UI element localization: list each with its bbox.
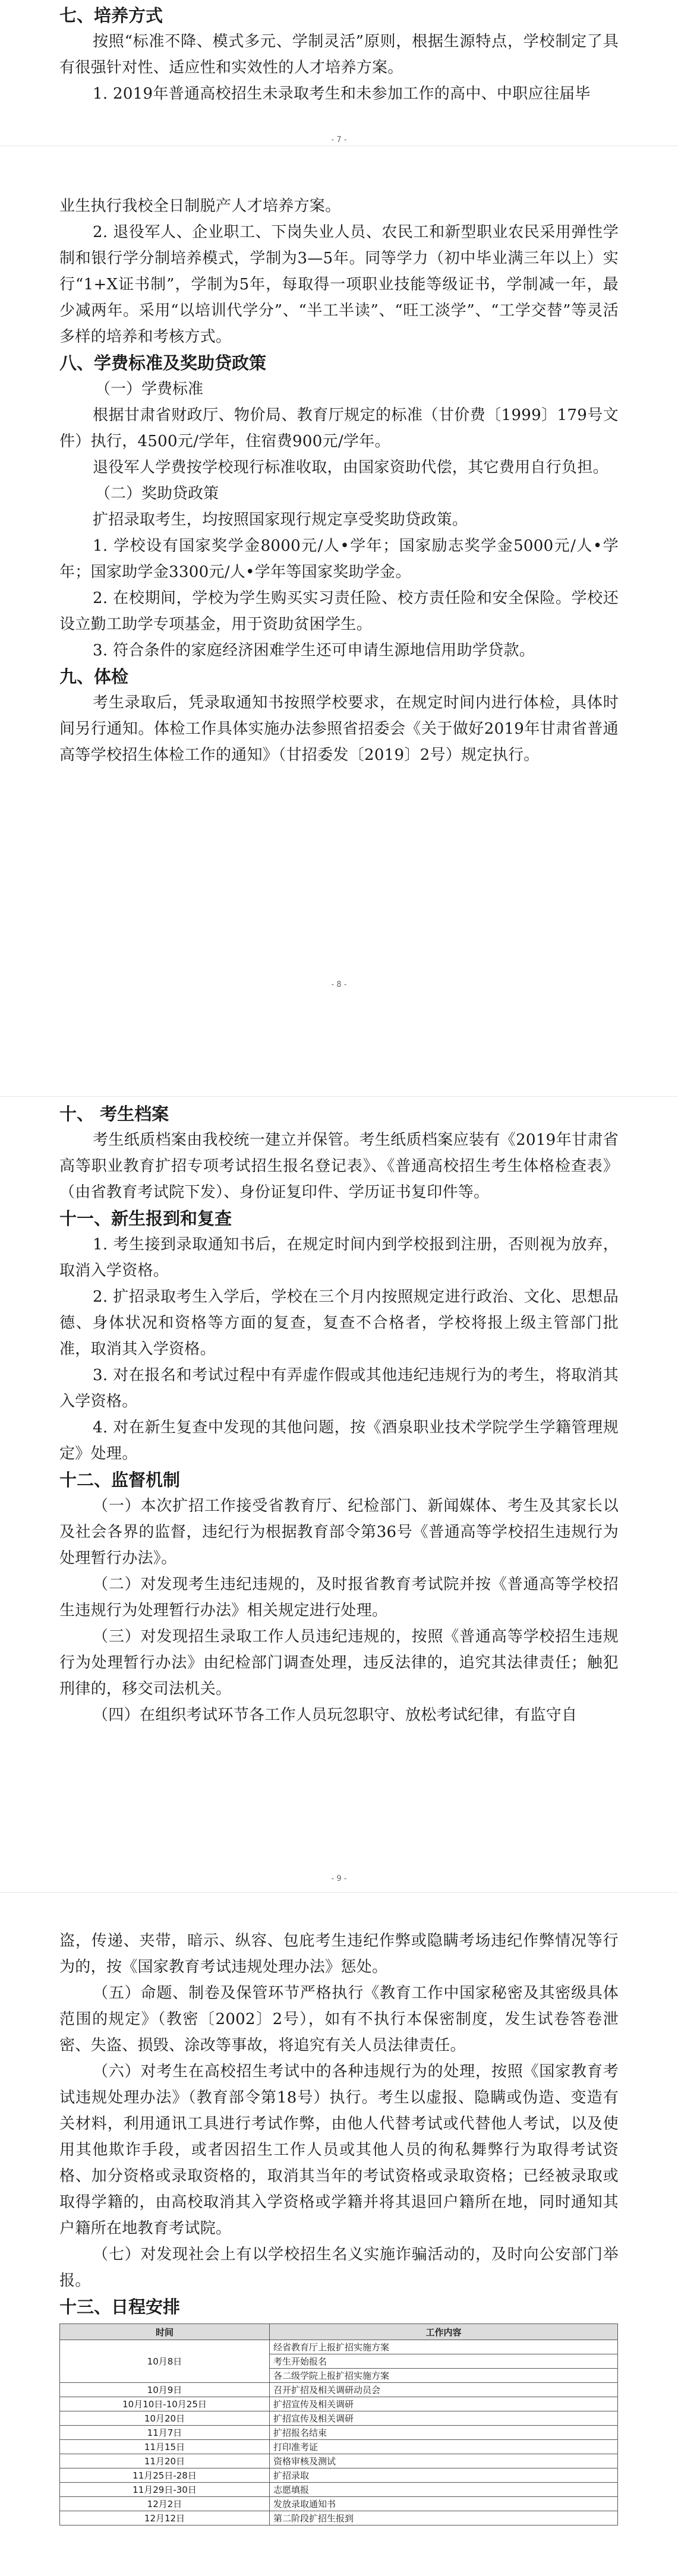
- column-header-task: 工作内容: [270, 2324, 618, 2340]
- paragraph: 1. 2019年普通高校招生未录取考生和未参加工作的高中、中职应往届毕: [93, 85, 591, 103]
- cell-task: 打印准考证: [270, 2440, 618, 2454]
- section-heading-13: 十三、日程安排: [59, 2297, 181, 2317]
- paragraph: 2. 退役军人、企业职工、下岗失业人员、农民工和新型职业农民采用弹性学制和银行学分制培养模式，学制为3—5年。同等学力（初中毕业满三年以上）实行“1+X证书制”，学制为5年，每取得一项职业技能等级证书，学制减一年，最少减两年。采用“以培训代学分”、“半工半读”、“旺工淡学”、“工学交替”等灵活多样的培养和考核方式。: [59, 223, 619, 346]
- cell-task: 扩招宣传及相关调研: [270, 2411, 618, 2426]
- paragraph: 4. 对在新生复查中发现的其他问题，按《酒泉职业技术学院学生学籍管理规定》处理。: [59, 1419, 619, 1463]
- paragraph: （六）对考生在高校招生考试中的各种违规行为的处理，按照《国家教育考试违规处理办法》（教育部令第18号）执行。考生以虚报、隐瞒或伪造、变造有关材料，利用通讯工具进行考试作弊，由他人代替考试或代替他人考试，以及使用其他欺诈手段，或者因招生工作人员或其他人员的徇私舞弊行为取得考试资格、加分资格或录取资格的，取消其当年的考试资格或录取资格；已经被录取或取得学籍的，由高校取消其入学资格或学籍并将其退回户籍所在地，同时通知其户籍所在地教育考试院。: [59, 2063, 619, 2237]
- cell-time: 11月20日: [60, 2454, 270, 2468]
- table-row: [60, 2383, 618, 2397]
- table-row: [60, 2397, 618, 2411]
- paragraph: 考生纸质档案由我校统一建立并保管。考生纸质档案应装有《2019年甘肃省高等职业教育扩招专项考试招生报名登记表》、《普通高校招生考生体格检查表》（由省教育考试院下发）、身份证复印件、学历证书复印件等。: [59, 1131, 619, 1201]
- paragraph: 考生录取后，凭录取通知书按照学校要求，在规定时间内进行体检，具体时间另行通知。体检工作具体实施办法参照省招委会《关于做好2019年甘肃省普通高等学校招生体检工作的通知》（甘招委发〔2019〕2号）规定执行。: [59, 694, 619, 764]
- section-heading-9: 九、体检: [59, 667, 129, 687]
- document-page-9: [0, 1096, 678, 1892]
- column-header-time: 时间: [60, 2324, 270, 2340]
- paragraph: （四）在组织考试环节各工作人员玩忽职守、放松考试纪律，有监守自: [93, 1706, 578, 1724]
- cell-task: 各二级学院上报扩招实施方案: [270, 2369, 618, 2383]
- paragraph: 2. 在校期间，学校为学生购买实习责任险、校方责任险和安全保险。学校还设立勤工助学专项基金，用于资助贫困学生。: [59, 589, 619, 633]
- paragraph: 业生执行我校全日制脱产人才培养方案。: [59, 197, 341, 215]
- cell-time: 10月20日: [60, 2411, 270, 2426]
- section-heading-8: 八、学费标准及奖助贷政策: [59, 353, 267, 373]
- cell-time: 10月8日: [60, 2340, 270, 2383]
- paragraph: 3. 对在报名和考试过程中有弄虚作假或其他违纪违规行为的考生，将取消其入学资格。: [59, 1366, 619, 1410]
- table-row: [60, 2454, 618, 2468]
- page-number: - 9 -: [331, 1874, 347, 1883]
- cell-task: 资格审核及测试: [270, 2454, 618, 2468]
- table-row: [60, 2411, 618, 2426]
- cell-task: 志愿填报: [270, 2483, 618, 2497]
- paragraph: 退役军人学费按学校现行标准收取，由国家资助代偿，其它费用自行负担。: [93, 459, 608, 476]
- document-page-7: [0, 0, 678, 146]
- paragraph: （二）对发现考生违纪违规的，及时报省教育考试院并按《普通高等学校招生违规行为处理暂行办法》相关规定进行处理。: [59, 1576, 619, 1620]
- page-number: - 8 -: [331, 980, 347, 989]
- paragraph: （三）对发现招生录取工作人员违纪违规的，按照《普通高等学校招生违规行为处理暂行办法》由纪检部门调查处理，违反法律的，追究其法律责任；触犯刑律的，移交司法机关。: [59, 1628, 619, 1698]
- cell-task: 召开扩招及相关调研动员会: [270, 2383, 618, 2397]
- cell-time: 10月9日: [60, 2383, 270, 2397]
- table-row: [60, 2497, 618, 2511]
- section-heading-7: 七、培养方式: [59, 5, 163, 26]
- paragraph: 按照“标准不降、模式多元、学制灵活”原则，根据生源特点，学校制定了具有很强针对性、适应性和实效性的人才培养方案。: [59, 33, 619, 77]
- paragraph: 盗，传递、夹带，暗示、纵容、包庇考生违纪作弊或隐瞒考场违纪作弊情况等行为的，按《国家教育考试违规处理办法》惩处。: [59, 1932, 619, 1976]
- subsection-heading: （二）奖助贷政策: [95, 485, 219, 503]
- section-heading-10: 十、 考生档案: [59, 1104, 169, 1124]
- cell-task: 扩招录取: [270, 2468, 618, 2483]
- cell-time: 10月10日-10月25日: [60, 2397, 270, 2411]
- table-row: [60, 2483, 618, 2497]
- table-row: [60, 2511, 618, 2526]
- paragraph: （五）命题、制卷及保管环节严格执行《教育工作中国家秘密及其密级具体范围的规定》（教密〔2002〕2号），如有不执行本保密制度，发生试卷答卷泄密、失盗、损毁、涂改等事故，将追究有关人员法律责任。: [59, 1984, 619, 2054]
- section-heading-12: 十二、监督机制: [59, 1470, 181, 1490]
- schedule-table: [59, 2324, 618, 2526]
- paragraph: 根据甘肃省财政厅、物价局、教育厅规定的标准（甘价费〔1999〕179号文件）执行，4500元/学年，住宿费900元/学年。: [59, 406, 619, 450]
- cell-task: 第二阶段扩招生报到: [270, 2511, 618, 2526]
- cell-task: 经省教育厅上报扩招实施方案: [270, 2340, 618, 2354]
- paragraph: 扩招录取考生，均按照国家现行规定享受奖助贷政策。: [93, 511, 468, 529]
- table-header-row: [60, 2324, 618, 2340]
- subsection-heading: （一）学费标准: [95, 380, 204, 398]
- cell-time: 11月25日-28日: [60, 2468, 270, 2483]
- paragraph: 3. 符合条件的家庭经济困难学生还可申请生源地信用助学贷款。: [93, 642, 535, 659]
- table-row: [60, 2468, 618, 2483]
- cell-time: 11月15日: [60, 2440, 270, 2454]
- cell-time: 12月12日: [60, 2511, 270, 2526]
- cell-task: 扩招报名结束: [270, 2426, 618, 2440]
- cell-task: 扩招宣传及相关调研: [270, 2397, 618, 2411]
- table-row: [60, 2440, 618, 2454]
- cell-time: 12月2日: [60, 2497, 270, 2511]
- paragraph: 1. 学校设有国家奖学金8000元/人•学年；国家励志奖学金5000元/人•学年；国家助学金3300元/人•学年等国家奖助学金。: [59, 537, 619, 581]
- document-page-8: [0, 146, 678, 1096]
- table-row: [60, 2426, 618, 2440]
- document-page-10: [0, 1892, 678, 2576]
- cell-task: 发放录取通知书: [270, 2497, 618, 2511]
- page-number: - 7 -: [331, 135, 347, 144]
- cell-task: 考生开始报名: [270, 2354, 618, 2369]
- table-row: [60, 2340, 618, 2354]
- section-heading-11: 十一、新生报到和复查: [59, 1208, 232, 1229]
- paragraph: 1. 考生接到录取通知书后，在规定时间内到学校报到注册，否则视为放弃，取消入学资格。: [59, 1236, 619, 1280]
- paragraph: （一）本次扩招工作接受省教育厅、纪检部门、新闻媒体、考生及其家长以及社会各界的监督，违纪行为根据教育部令第36号《普通高等学校招生违规行为处理暂行办法》。: [59, 1497, 619, 1567]
- cell-time: 11月29日-30日: [60, 2483, 270, 2497]
- paragraph: 2. 扩招录取考生入学后，学校在三个月内按照规定进行政治、文化、思想品德、身体状况和资格等方面的复查，复查不合格者，学校将报上级主管部门批准，取消其入学资格。: [59, 1288, 619, 1358]
- cell-time: 11月7日: [60, 2426, 270, 2440]
- paragraph: （七）对发现社会上有以学校招生名义实施诈骗活动的，及时向公安部门举报。: [59, 2246, 619, 2290]
